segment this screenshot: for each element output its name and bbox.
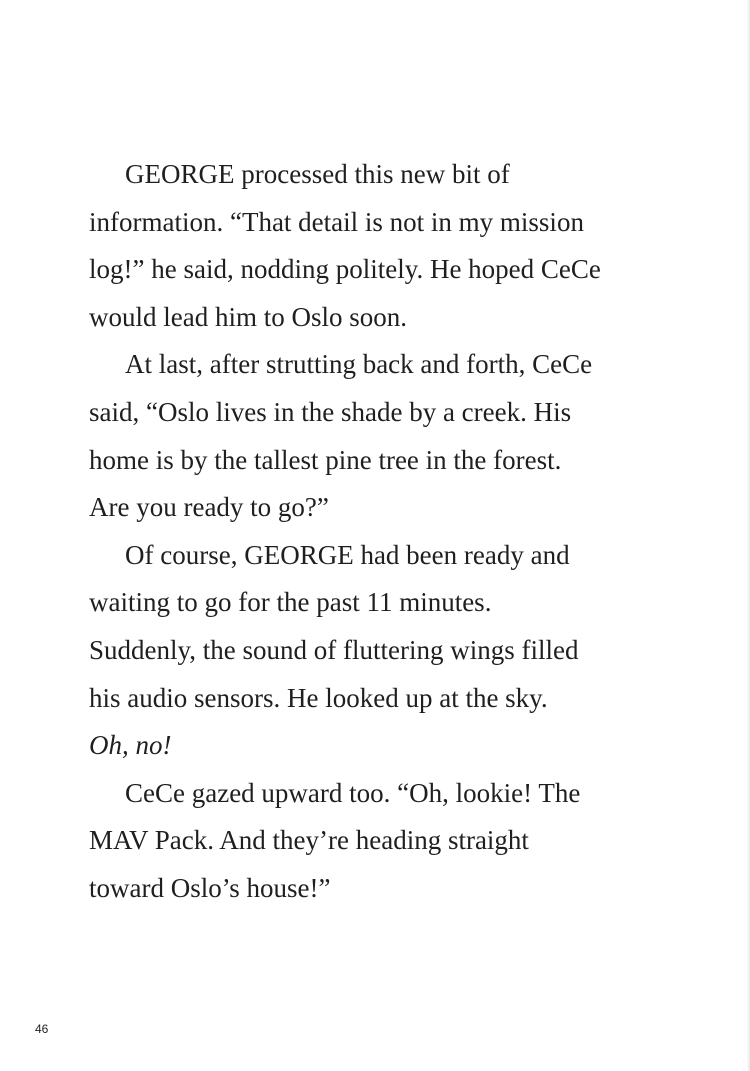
- text-line: log!” he said, nodding politely. He hoped CeCe: [89, 254, 601, 285]
- text-line: GEORGE processed this new bit of: [125, 159, 510, 189]
- text-line: his audio sensors. He looked up at the sky.: [89, 682, 548, 713]
- text-line: CeCe gazed upward too. “Oh, lookie! The: [125, 777, 581, 808]
- text-line-italic: Oh, no!: [89, 730, 172, 761]
- text-line: home is by the tallest pine tree in the forest.: [89, 444, 562, 475]
- text-line: Of course, GEORGE had been ready and: [125, 539, 570, 570]
- text-line: waiting to go for the past 11 minutes.: [89, 587, 492, 618]
- text-line: Suddenly, the sound of fluttering wings filled: [89, 634, 579, 665]
- text-line: said, “Oslo lives in the shade by a creek. His: [89, 396, 572, 427]
- text-line: Are you ready to go?”: [89, 492, 329, 523]
- text-line: MAV Pack. And they’re heading straight: [89, 825, 529, 856]
- story-text: [89, 151, 689, 913]
- text-line: At last, after strutting back and forth, CeCe: [125, 349, 593, 380]
- text-line: would lead him to Oslo soon.: [89, 301, 407, 332]
- text-line: toward Oslo’s house!”: [89, 872, 331, 903]
- page-number: 46: [35, 1022, 49, 1036]
- text-line: information. “That detail is not in my mission: [89, 206, 584, 237]
